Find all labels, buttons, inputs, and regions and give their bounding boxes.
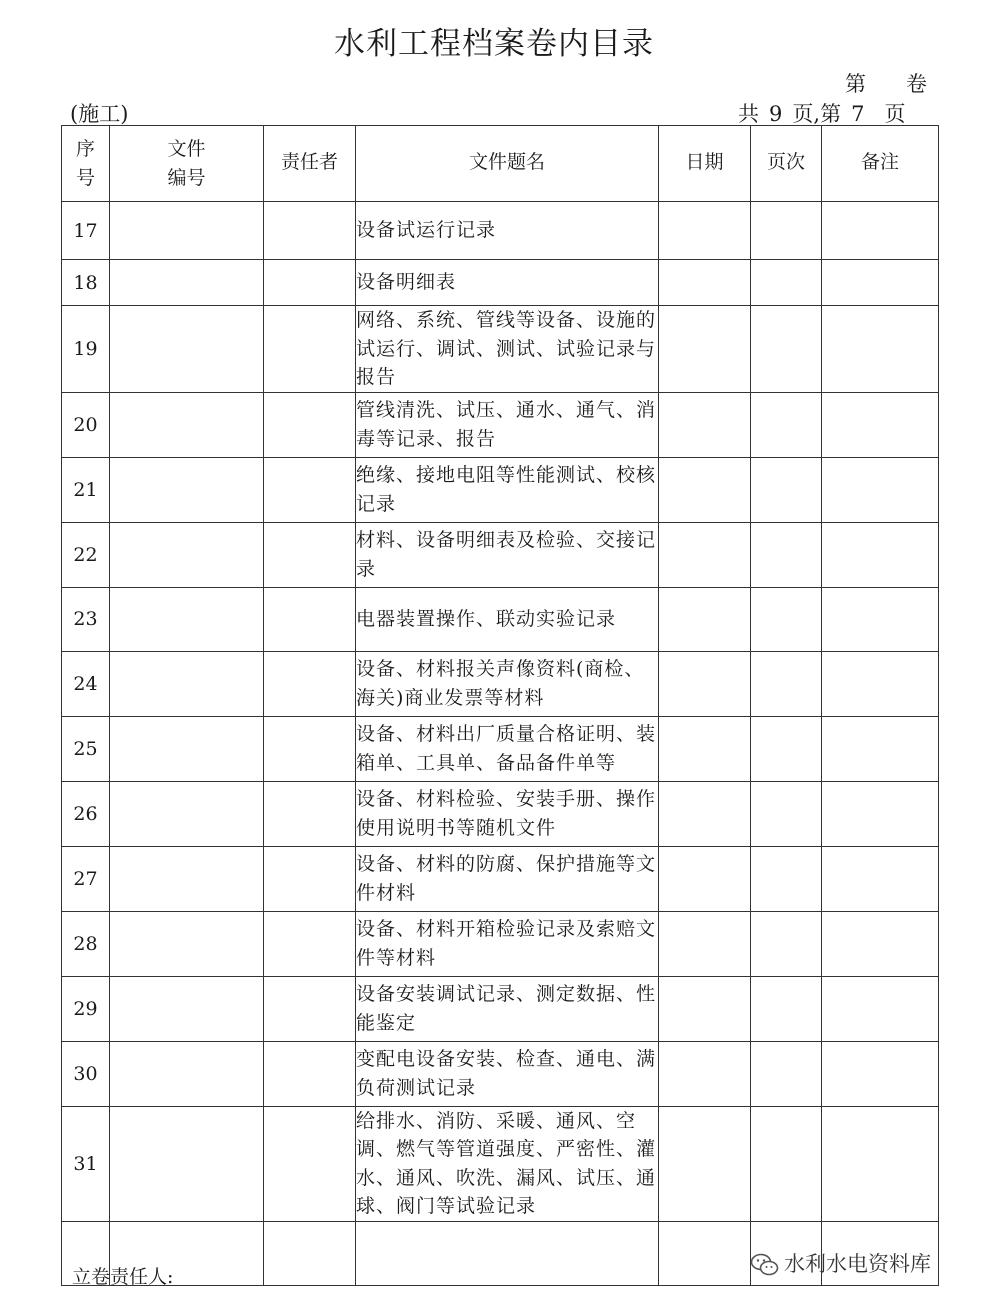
row-responsible	[264, 846, 356, 911]
row-remark	[822, 587, 939, 651]
header-file-no: 文件编号	[110, 126, 264, 202]
row-file-title: 材料、设备明细表及检验、交接记录	[356, 522, 659, 587]
row-page	[751, 1106, 822, 1221]
watermark	[750, 1248, 931, 1278]
row-responsible	[264, 1041, 356, 1106]
row-file-no	[110, 457, 264, 522]
row-date	[659, 587, 751, 651]
current-suffix: 页	[884, 102, 906, 126]
row-date	[659, 202, 751, 260]
row-remark	[822, 976, 939, 1041]
total-pages: 9	[769, 102, 783, 126]
row-file-title: 设备、材料报关声像资料(商检、海关)商业发票等材料	[356, 651, 659, 716]
row-file-no	[110, 1041, 264, 1106]
row-seq: 29	[62, 976, 110, 1041]
row-seq: 23	[62, 587, 110, 651]
row-remark	[822, 1041, 939, 1106]
row-responsible	[264, 1221, 356, 1285]
row-page	[751, 457, 822, 522]
row-file-no	[110, 260, 264, 306]
row-seq: 22	[62, 522, 110, 587]
row-seq: 28	[62, 911, 110, 976]
document-title: 水利工程档案卷内目录	[334, 26, 654, 62]
row-remark	[822, 651, 939, 716]
table-row	[62, 976, 939, 1041]
row-file-title: 管线清洗、试压、通水、通气、消毒等记录、报告	[356, 392, 659, 457]
row-file-title: 设备、材料的防腐、保护措施等文件材料	[356, 846, 659, 911]
page-indicator	[738, 98, 905, 128]
row-remark	[822, 306, 939, 393]
row-responsible	[264, 587, 356, 651]
table-row	[62, 392, 939, 457]
row-date	[659, 522, 751, 587]
row-page	[751, 392, 822, 457]
row-file-no	[110, 976, 264, 1041]
row-file-title: 设备安装调试记录、测定数据、性能鉴定	[356, 976, 659, 1041]
row-page	[751, 651, 822, 716]
header-file-title: 文件题名	[356, 126, 659, 202]
row-file-no	[110, 392, 264, 457]
row-date	[659, 260, 751, 306]
wechat-icon	[750, 1252, 780, 1278]
total-suffix: 页,	[792, 102, 821, 126]
current-page: 7	[851, 102, 865, 126]
row-date	[659, 1106, 751, 1221]
row-responsible	[264, 651, 356, 716]
table-row	[62, 781, 939, 846]
header-remark: 备注	[822, 126, 939, 202]
row-page	[751, 716, 822, 781]
row-date	[659, 976, 751, 1041]
row-remark	[822, 911, 939, 976]
row-seq: 26	[62, 781, 110, 846]
row-remark	[822, 202, 939, 260]
row-file-title: 设备试运行记录	[356, 202, 659, 260]
row-remark	[822, 781, 939, 846]
row-seq: 27	[62, 846, 110, 911]
volume-suffix: 卷	[906, 72, 927, 96]
catalog-table	[61, 125, 939, 1286]
row-page	[751, 587, 822, 651]
row-file-title: 设备、材料开箱检验记录及索赔文件等材料	[356, 911, 659, 976]
table-row	[62, 457, 939, 522]
table-row	[62, 651, 939, 716]
row-file-title: 设备、材料出厂质量合格证明、装箱单、工具单、备品备件单等	[356, 716, 659, 781]
table-row	[62, 306, 939, 393]
row-date	[659, 716, 751, 781]
row-file-no	[110, 587, 264, 651]
row-remark	[822, 716, 939, 781]
header-date: 日期	[659, 126, 751, 202]
table-row	[62, 202, 939, 260]
row-date	[659, 911, 751, 976]
row-file-no	[110, 202, 264, 260]
row-date	[659, 1041, 751, 1106]
row-file-title: 网络、系统、管线等设备、设施的试运行、调试、测试、试验记录与报告	[356, 306, 659, 393]
table-row	[62, 522, 939, 587]
volume-responsible-label: 立卷责任人:	[72, 1266, 174, 1288]
row-seq: 24	[62, 651, 110, 716]
row-responsible	[264, 1106, 356, 1221]
row-file-title: 绝缘、接地电阻等性能测试、校核记录	[356, 457, 659, 522]
watermark-text: 水利水电资料库	[784, 1252, 931, 1276]
header-responsible: 责任者	[264, 126, 356, 202]
row-remark	[822, 522, 939, 587]
row-responsible	[264, 260, 356, 306]
row-date	[659, 392, 751, 457]
row-file-no	[110, 651, 264, 716]
row-file-title: 设备明细表	[356, 260, 659, 306]
current-prefix: 第	[820, 102, 842, 126]
row-remark	[822, 846, 939, 911]
row-remark	[822, 392, 939, 457]
row-responsible	[264, 976, 356, 1041]
total-prefix: 共	[738, 102, 759, 126]
row-page	[751, 522, 822, 587]
row-page	[751, 911, 822, 976]
volume-number	[845, 68, 927, 98]
table-row	[62, 1041, 939, 1106]
table-row	[62, 911, 939, 976]
row-seq: 21	[62, 457, 110, 522]
row-responsible	[264, 522, 356, 587]
table-row	[62, 1106, 939, 1221]
row-seq: 30	[62, 1041, 110, 1106]
row-seq: 18	[62, 260, 110, 306]
table-row	[62, 587, 939, 651]
row-responsible	[264, 457, 356, 522]
row-page	[751, 202, 822, 260]
row-file-no	[110, 1106, 264, 1221]
row-seq: 20	[62, 392, 110, 457]
row-seq: 17	[62, 202, 110, 260]
row-file-no	[110, 911, 264, 976]
row-page	[751, 306, 822, 393]
table-row	[62, 846, 939, 911]
header-row	[62, 126, 939, 202]
row-file-no	[110, 522, 264, 587]
row-page	[751, 846, 822, 911]
row-responsible	[264, 202, 356, 260]
row-file-title	[356, 1221, 659, 1285]
row-responsible	[264, 306, 356, 393]
row-file-title: 电器装置操作、联动实验记录	[356, 587, 659, 651]
row-page	[751, 781, 822, 846]
header-page: 页次	[751, 126, 822, 202]
row-page	[751, 260, 822, 306]
row-page	[751, 1041, 822, 1106]
row-seq: 31	[62, 1106, 110, 1221]
row-file-title: 设备、材料检验、安装手册、操作使用说明书等随机文件	[356, 781, 659, 846]
row-file-title: 变配电设备安装、检查、通电、满负荷测试记录	[356, 1041, 659, 1106]
row-date	[659, 781, 751, 846]
row-date	[659, 306, 751, 393]
row-file-no	[110, 846, 264, 911]
row-file-title: 给排水、消防、采暖、通风、空调、燃气等管道强度、严密性、灌水、通风、吹洗、漏风、试压、通球、阀门等试验记录	[356, 1106, 659, 1221]
table-row	[62, 716, 939, 781]
row-remark	[822, 457, 939, 522]
row-date	[659, 1221, 751, 1285]
volume-prefix: 第	[845, 72, 866, 96]
table-row	[62, 260, 939, 306]
row-responsible	[264, 781, 356, 846]
row-file-no	[110, 306, 264, 393]
row-file-no	[110, 716, 264, 781]
row-date	[659, 846, 751, 911]
row-seq: 25	[62, 716, 110, 781]
row-date	[659, 651, 751, 716]
row-responsible	[264, 392, 356, 457]
row-file-no	[110, 781, 264, 846]
row-responsible	[264, 911, 356, 976]
row-page	[751, 976, 822, 1041]
row-seq: 19	[62, 306, 110, 393]
row-remark	[822, 1106, 939, 1221]
row-date	[659, 457, 751, 522]
row-responsible	[264, 716, 356, 781]
category-label: (施工)	[70, 102, 129, 126]
row-remark	[822, 260, 939, 306]
header-seq: 序号	[62, 126, 110, 202]
